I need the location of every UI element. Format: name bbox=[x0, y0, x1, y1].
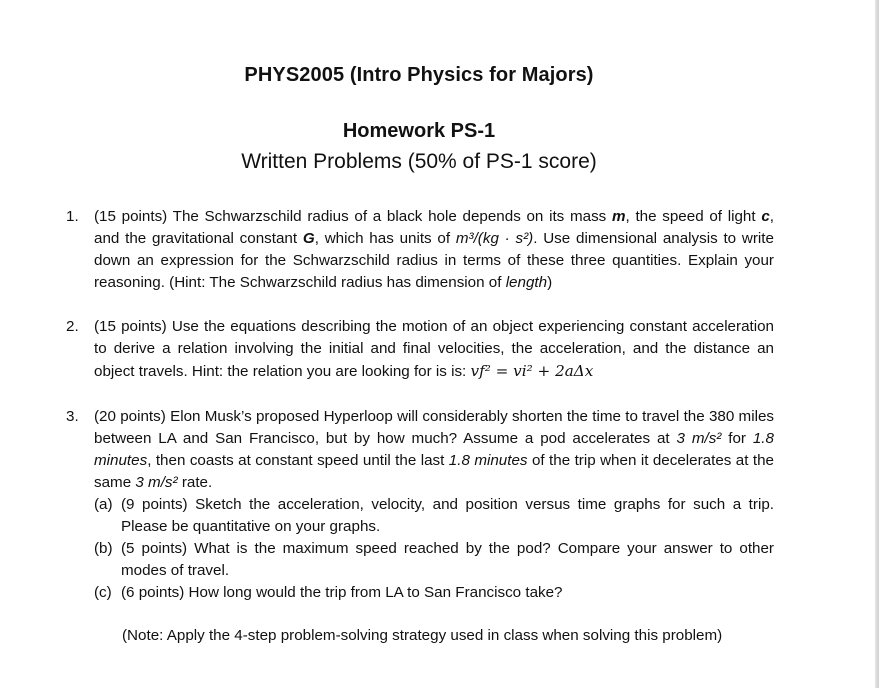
problem-3-text: (20 points) Elon Musk’s proposed Hyperloop will considerably shorten the time to travel the 380 miles between LA and San Francisco, but by how much? Assume a pod accelerates at 3 m/s² for 1.8 minutes, then coasts at constant speed until the last 1.8 minutes of the trip when it decelerates at the same 3 m/s² rate. bbox=[94, 408, 774, 491]
problem-number: 2. bbox=[66, 318, 79, 335]
problem-3b: (b) (5 points) What is the maximum speed reached by the pod? Compare your answer to other modes of travel. bbox=[94, 540, 774, 579]
problem-number: 1. bbox=[66, 208, 79, 225]
problem-2 bbox=[66, 316, 774, 383]
problem-3 bbox=[66, 406, 774, 604]
problem-2-text: (15 points) Use the equations describing the motion of an object experiencing constant acceleration to derive a relation involving the initial and final velocities, the acceleration, and the distance an object travels. Hint: the relation you are looking for is is: vf² = vi² + 2aΔx bbox=[94, 318, 774, 380]
problem-1 bbox=[66, 206, 774, 294]
kinematic-equation: vf² = vi² + 2aΔx bbox=[470, 362, 594, 380]
problem-1-text: (15 points) The Schwarzschild radius of a black hole depends on its mass m, the speed of light c, and the gravitational constant G, which has units of m³/(kg · s²). Use dimensional analysis to write down an expression for the Schwarzschild radius in terms of these three quantities. Explain your reasoning. (Hint: The Schwarzschild radius has dimension of length) bbox=[94, 208, 774, 291]
units-expression: m³/(kg · s²) bbox=[455, 230, 534, 247]
homework-title: Homework PS-1 bbox=[342, 120, 496, 142]
homework-subtitle: Written Problems (50% of PS-1 score) bbox=[241, 150, 597, 173]
note: (Note: Apply the 4-step problem-solving strategy used in class when solving this problem) bbox=[122, 627, 723, 644]
problem-3a: (a) (9 points) Sketch the acceleration, velocity, and position versus time graphs for such a trip. Please be quantitative on your graphs. bbox=[94, 496, 774, 535]
problem-number: 3. bbox=[66, 408, 79, 425]
page-edge bbox=[875, 0, 879, 688]
problem-3c: (c) (6 points) How long would the trip from LA to San Francisco take? bbox=[94, 584, 563, 601]
course-title: PHYS2005 (Intro Physics for Majors) bbox=[244, 64, 594, 86]
